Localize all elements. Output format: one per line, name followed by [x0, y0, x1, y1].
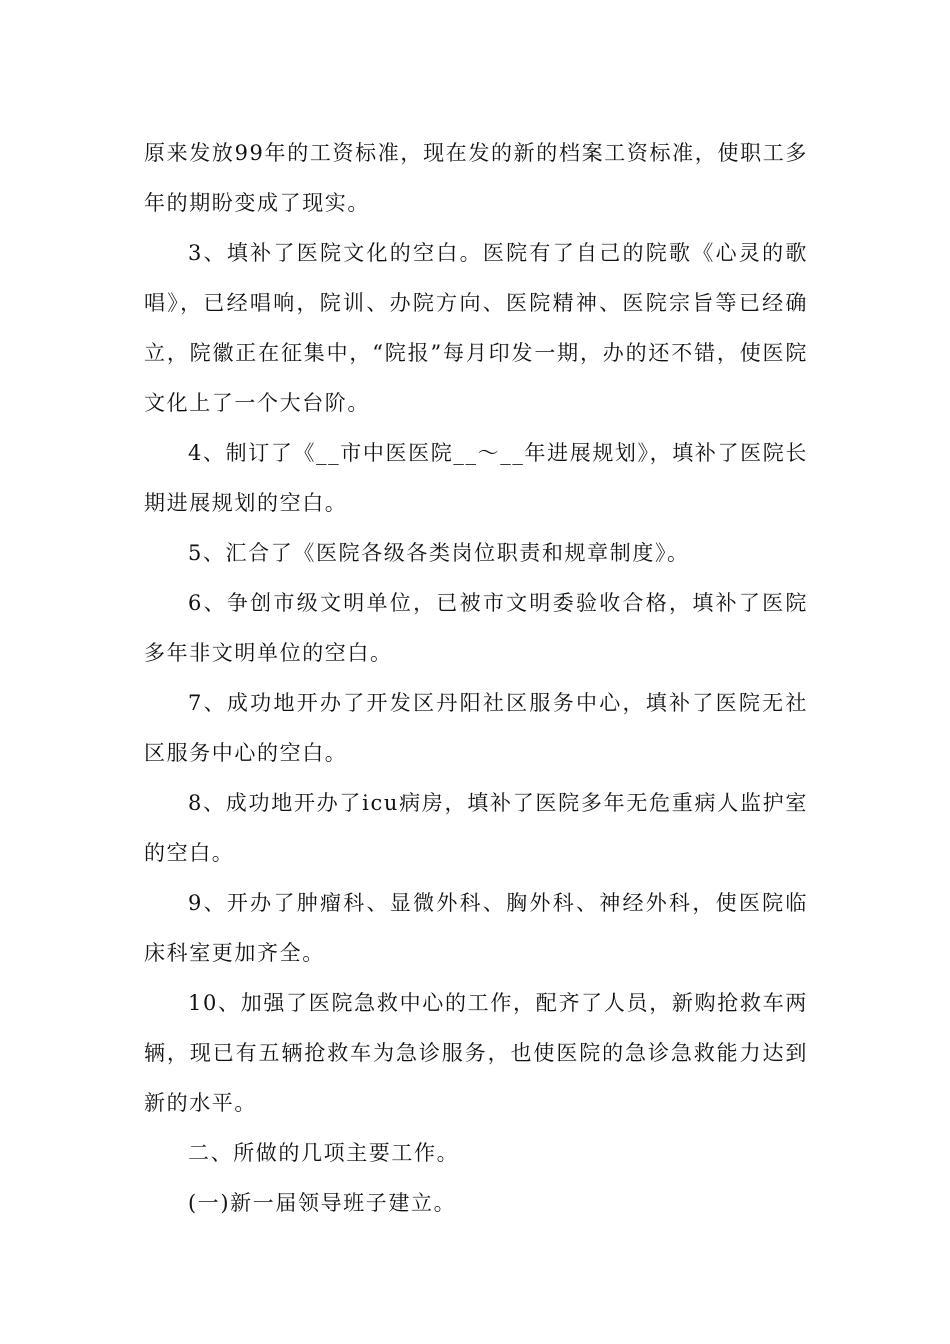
paragraph-item-7: 7、成功地开办了开发区丹阳社区服务中心，填补了医院无社区服务中心的空白。 [144, 691, 808, 765]
paragraph-item-9: 9、开办了肿瘤科、显微外科、胸外科、神经外科，使医院临床科室更加齐全。 [144, 891, 808, 965]
paragraph-item-3: 3、填补了医院文化的空白。医院有了自己的院歌《心灵的歌唱》，已经唱响，院训、办院方向、医院精神、医院宗旨等已经确立，院徽正在征集中，“院报”每月印发一期，办的还不错，使医院文化上了一个大台阶。 [144, 241, 808, 415]
section-heading-2: 二、所做的几项主要工作。 [188, 1141, 460, 1165]
paragraph-item-10: 10、加强了医院急救中心的工作，配齐了人员，新购抢救车两辆，现已有五辆抢救车为急诊服务，也使医院的急诊急救能力达到新的水平。 [144, 991, 808, 1115]
paragraph-item-4: 4、制订了《__市中医医院__～__年进展规划》，填补了医院长期进展规划的空白。 [144, 441, 808, 515]
paragraph-item-8: 8、成功地开办了icu病房，填补了医院多年无危重病人监护室的空白。 [144, 791, 808, 865]
paragraph-item-5: 5、汇合了《医院各级各类岗位职责和规章制度》。 [188, 541, 690, 565]
subsection-heading-1: (一)新一届领导班子建立。 [188, 1191, 457, 1215]
document-body [144, 128, 808, 1228]
paragraph-continuation: 原来发放99年的工资标准，现在发的新的档案工资标准，使职工多年的期盼变成了现实。 [144, 141, 808, 215]
paragraph-item-6: 6、争创市级文明单位，已被市文明委验收合格，填补了医院多年非文明单位的空白。 [144, 591, 808, 665]
